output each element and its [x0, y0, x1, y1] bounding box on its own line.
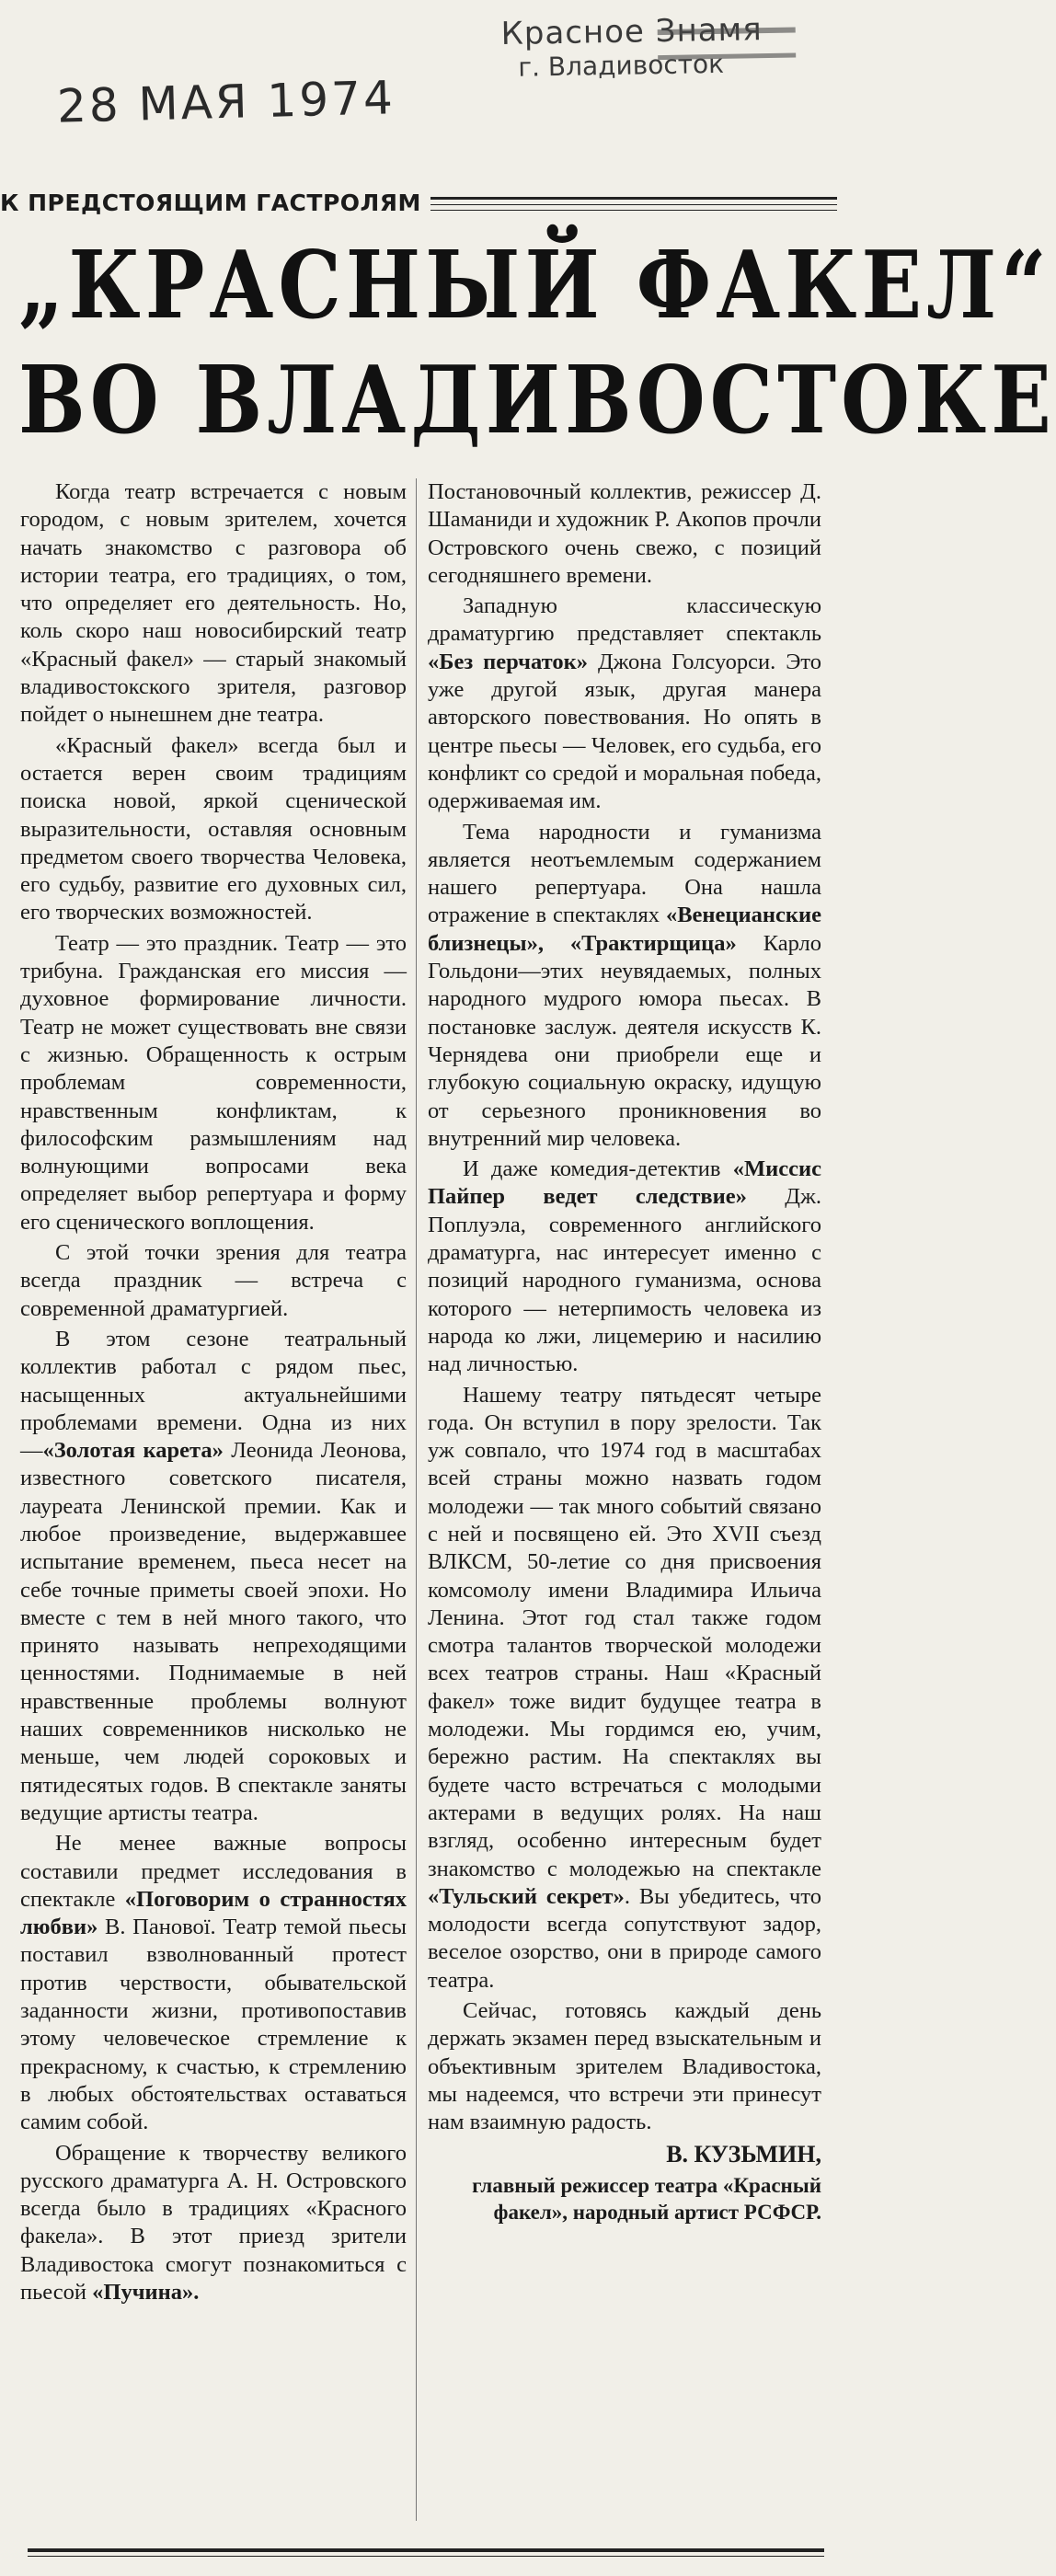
newspaper-stamp [500, 10, 823, 84]
paragraph: Когда театр встречается с новым городом, с новым зрителем, хочется начать знакомство с разговора об истории театра, его традициях, о том, что определяет его деятельность. Но, коль скоро наш новосибирский театр «Красный факел» — старый знакомый владивостокского зрителя, разговор пойдет о нынешнем дне театра. [20, 479, 407, 728]
paragraph-text: И даже комедия-детектив [463, 1156, 733, 1182]
paragraph: С этой точки зрения для театра всегда праздник — встреча с современной драматургией. [20, 1240, 407, 1321]
paragraph-text: Джона Голсуорси. Это уже другой язык, другая манера авторского повествования. Но опять в центре пьесы — Человек, его судьба, его конфликт со средой и моральная победа, одерживаемая им. [428, 649, 822, 814]
headline-line-1: „КРАСНЫЙ ФАКЕЛ“ [18, 230, 1051, 340]
paragraph-text: Не менее важные вопросы составили предмет исследования в спектакле [20, 1831, 407, 1912]
paragraph [428, 819, 821, 1154]
paragraph-text: Западную классическую драматургию представляет спектакль [428, 593, 821, 647]
paragraph-text: . Вы убедитесь, что молодости всегда сопутствуют задор, веселое озорство, они в природе самого театра. [428, 1883, 821, 1993]
play-title: «Миссис Пайпер ведет следствие» [428, 1156, 821, 1210]
article-column-right [428, 478, 821, 2228]
column-divider [416, 478, 417, 2521]
rubric-label: К ПРЕДСТОЯЩИМ ГАСТРОЛЯМ [0, 190, 430, 216]
paragraph: Театр — это праздник. Театр — это трибуна. Гражданская его миссия — духовное формирование личности. Театр не может существовать вне связи с жизнью. Обращенность к острым проблемам современности, нравственным конфликтам, к философским размышлениям над волнующими вопросами века определяет выбор репертуара и форму его сценического воплощения. [20, 930, 407, 1235]
clipping-date: 28 МАЯ 1974 [56, 71, 396, 133]
paragraph-text: Нашему театру пятьдесят четыре года. Он вступил в пору зрелости. Так уж совпало, что 1974 год в масштабах всей страны можно назвать годом молодежи — так много событий связано с ней и посвящено ей. Это XVII съезд ВЛКСМ, 50-летие со дня присвоения комсомолу имени Владимира Ильича Ленина. Этот год стал также годом смотра талантов творческой молодежи всех театров страны. Наш «Красный факел» тоже видит будущее театра в молодежи. Мы гордимся ею, учим, бережно растим. На спектаклях вы будете часто встречаться с молодыми актерами в ведущих ролях. На наш взгляд, особенно интересным будет знакомство с молодежью на спектакле [428, 1382, 821, 1881]
stamp-scribble [658, 27, 797, 60]
stamp-line-2: г. Владивосток [518, 48, 725, 83]
paragraph-text: Обращение к творчеству великого русского драматурга А. Н. Островского всегда было в традициях «Красного факела». В этот приезд зрители Владивостока смогут познакомиться с пьесой [20, 2140, 407, 2305]
play-title: «Золотая карета» [42, 1438, 224, 1464]
paragraph: «Красный факел» всегда был и остается верен своим традициям поиска новой, яркой сценической выразительности, оставляя основным предметом своего творчества Человека, его судьбу, развитие его духовных сил, его творческих возможностей. [20, 732, 407, 926]
bottom-rule [28, 2556, 824, 2557]
paragraph [20, 1830, 407, 2136]
play-title: «Тульский секрет» [428, 1883, 625, 1909]
paragraph-text: В. Панової. Театр темой пьесы поставил взволнованный протест против черствости, обывательской заданности жизни, противопоставив этому человеческое стремление к прекрасному, к счастью, к стремлению в любых обстоятельствах оставаться самим собой. [20, 1915, 407, 2135]
paragraph [20, 1326, 407, 1827]
rubric-bar [0, 190, 837, 217]
author-role: главный режиссер театра «Красный факел», народный артист РСФСР. [472, 2173, 821, 2224]
headline-line-2: ВО ВЛАДИВОСТОКЕ [18, 345, 1056, 455]
paragraph [428, 1156, 821, 1378]
paragraph-text: Дж. Поплуэла, современного английского драматурга, нас интересует именно с позиций народного гуманизма, основа которого — нетерпимость человека из народа ко лжи, лицемерию и насилию над личностью. [428, 1184, 821, 1377]
stamp-line-1: Красное Знамя [500, 11, 763, 53]
paragraph-text: В этом сезоне театральный коллектив работал с рядом пьес, насыщенных актуальнейшими проблемами времени. Одна из них— [20, 1326, 407, 1464]
paragraph [20, 2140, 407, 2307]
play-title: «Без перчаток» [428, 649, 588, 674]
article-column-left [20, 478, 407, 2309]
play-title: «Пучина». [92, 2280, 200, 2305]
paragraph-text: Карло Гольдони—этих неувядаемых, полных народного мудрого юмора пьесах. В постановке заслуж. деятеля искусств К. Чернядева они приобрели еще и глубокую социальную окраску, идущую от серьезного проникновения во внутренний мир человека. [428, 930, 821, 1151]
bottom-rule [28, 2548, 824, 2552]
paragraph-text: Леонида Леонова, известного советского писателя, лауреата Ленинской премии. Как и любое произведение, выдержавшее испытание временем, пьеса несет на себе точные приметы своей эпохи. Но вместе с тем в ней много такого, что принято называть непреходящими ценностями. Поднимаемые в ней нравственные проблемы волнуют наших современников нисколько не меньше, чем людей сороковых и пятидесятых годов. В спектакле заняты ведущие артисты театра. [20, 1438, 407, 1825]
paragraph [428, 592, 821, 815]
paragraph-text: Тема народности и гуманизма является неотъемлемым содержанием нашего репертуара. Она нашла отражение в спектаклях [428, 819, 821, 928]
paragraph [428, 1382, 821, 1995]
play-title: «Венецианские близнецы», «Трактирщица» [428, 903, 821, 956]
paragraph: Сейчас, готовясь каждый день держать экзамен перед взыскательным и объективным зрителем Владивостока, мы надеемся, что встречи эти принесут нам взаимную радость. [428, 1998, 821, 2135]
paragraph: Постановочный коллектив, режиссер Д. Шаманиди и художник Р. Акопов прочли Островского очень свежо, с позиций сегодняшнего времени. [428, 479, 821, 588]
play-title: «Поговорим о странностях любви» [20, 1886, 407, 1940]
headline [18, 228, 1056, 458]
author-signature: В. КУЗЬМИН, [666, 2140, 821, 2168]
